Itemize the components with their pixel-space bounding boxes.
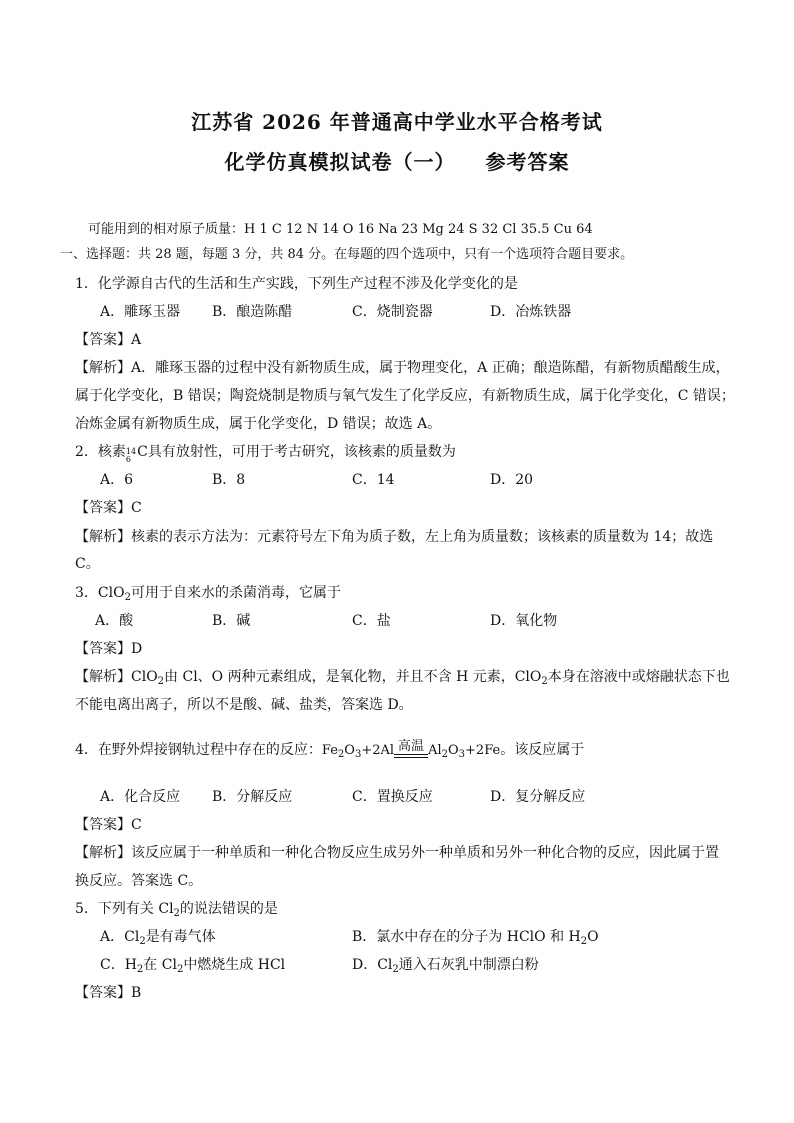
q2-answer: 【答案】C <box>75 500 142 516</box>
q5-answer: 【答案】B <box>75 985 142 1001</box>
q1-option-d: D．冶炼铁器 <box>490 304 572 320</box>
q5-option-d: D．$Cl_2$通入石灰乳中制漂白粉 <box>352 957 539 975</box>
atomic-masses: 可能用到的相对原子质量：H 1 C 12 N 14 O 16 Na 23 Mg 24 S 32 Cl 35.5 Cu 64 <box>88 222 593 237</box>
q4-answer: 【答案】C <box>75 817 142 833</box>
paper-name: 化学仿真模拟试卷（一） <box>224 150 456 174</box>
q2-option-b: B．8 <box>212 472 246 488</box>
q4-option-b: B．分解反应 <box>212 789 293 805</box>
q2-option-d: D．20 <box>490 472 534 488</box>
q1-option-b: B．酿造陈醋 <box>212 304 293 320</box>
q4-option-c: C．置换反应 <box>352 789 433 805</box>
q3-analysis-line-1: 【解析】ClO$_2$由 Cl、O 两种元素组成，是氧化物，并且不含 H 元素，ClO$_2$本身在溶液中或熔融状态下也 <box>75 669 730 687</box>
q5-option-b: B．氯水中存在的分子为 HClO 和 $H_2O$ <box>352 929 599 947</box>
q3-option-b: B．碱 <box>212 613 251 629</box>
question-5-stem: 5．下列有关 $Cl_2$的说法错误的是 <box>75 901 278 919</box>
q4-option-a: A．化合反应 <box>100 789 181 805</box>
q2-option-c: C．14 <box>352 472 395 488</box>
q3-analysis-line-2: 不能电离出离子，所以不是酸、碱、盐类，答案选 D。 <box>75 697 413 713</box>
q2-analysis-line-2: C。 <box>75 556 100 572</box>
q5-option-c: C．$H_2$在 $Cl_2$中燃烧生成 HCl <box>100 957 286 975</box>
q1-analysis-line-2: 属于化学变化，B 错误；陶瓷烧制是物质与氧气发生了化学反应，有新物质生成，属于化学变化，C 错误； <box>75 388 735 404</box>
q4-analysis-line-1: 【解析】该反应属于一种单质和一种化合物反应生成另外一种单质和另外一种化合物的反应，因此属于置 <box>75 845 719 861</box>
q1-analysis-line-3: 冶炼金属有新物质生成，属于化学变化，D 错误；故选 A。 <box>75 416 442 432</box>
q3-answer: 【答案】D <box>75 641 143 657</box>
section-heading: 一、选择题：共 28 题，每题 3 分，共 84 分。在每题的四个选项中，只有一个选项符合题目要求。 <box>60 247 634 262</box>
q3-option-a: A．酸 <box>95 613 134 629</box>
q1-answer: 【答案】A <box>75 332 142 348</box>
question-1-stem: 1．化学源自古代的生活和生产实践，下列生产过程不涉及化学变化的是 <box>75 276 518 292</box>
q5-option-a: A．$Cl_2$是有毒气体 <box>100 929 216 947</box>
exam-title: 江苏省 2026 年普通高中学业水平合格考试 <box>191 110 603 134</box>
q4-option-d: D．复分解反应 <box>490 789 586 805</box>
question-4-stem: 4．在野外焊接钢轨过程中存在的反应：$Fe_2O_3+2Al$ 高温 $Al_2O_3+2Fe$。该反应属于 <box>75 741 734 764</box>
answer-key-label: 参考答案 <box>485 150 570 174</box>
q2-option-a: A．6 <box>100 472 134 488</box>
q1-option-c: C．烧制瓷器 <box>352 304 433 320</box>
q1-option-a: A．雕琢玉器 <box>100 304 181 320</box>
q3-option-c: C．盐 <box>352 613 391 629</box>
nuclide-notation: 14 6 <box>125 447 137 464</box>
q1-analysis-line-1: 【解析】A．雕琢玉器的过程中没有新物质生成，属于物理变化，A 正确；酿造陈醋，有新物质醋酸生成， <box>75 360 730 376</box>
exam-subtitle <box>0 146 794 175</box>
q2-analysis-line-1: 【解析】核素的表示方法为：元素符号左下角为质子数，左上角为质量数；该核素的质量数为 14；故选 <box>75 529 714 545</box>
q3-option-d: D．氧化物 <box>490 613 558 629</box>
question-2-stem: 2．核素 14 6 C具有放射性，可用于考古研究，该核素的质量数为 <box>75 444 456 464</box>
q4-analysis-line-2: 换反应。答案选 C。 <box>75 873 203 889</box>
reaction-arrow: 高温 <box>394 754 428 764</box>
thermite-equation: $Fe_2O_3+2Al$ 高温 $Al_2O_3+2Fe$ <box>322 743 500 758</box>
question-3-stem: 3．ClO$_2$可用于自来水的杀菌消毒，它属于 <box>75 585 341 603</box>
